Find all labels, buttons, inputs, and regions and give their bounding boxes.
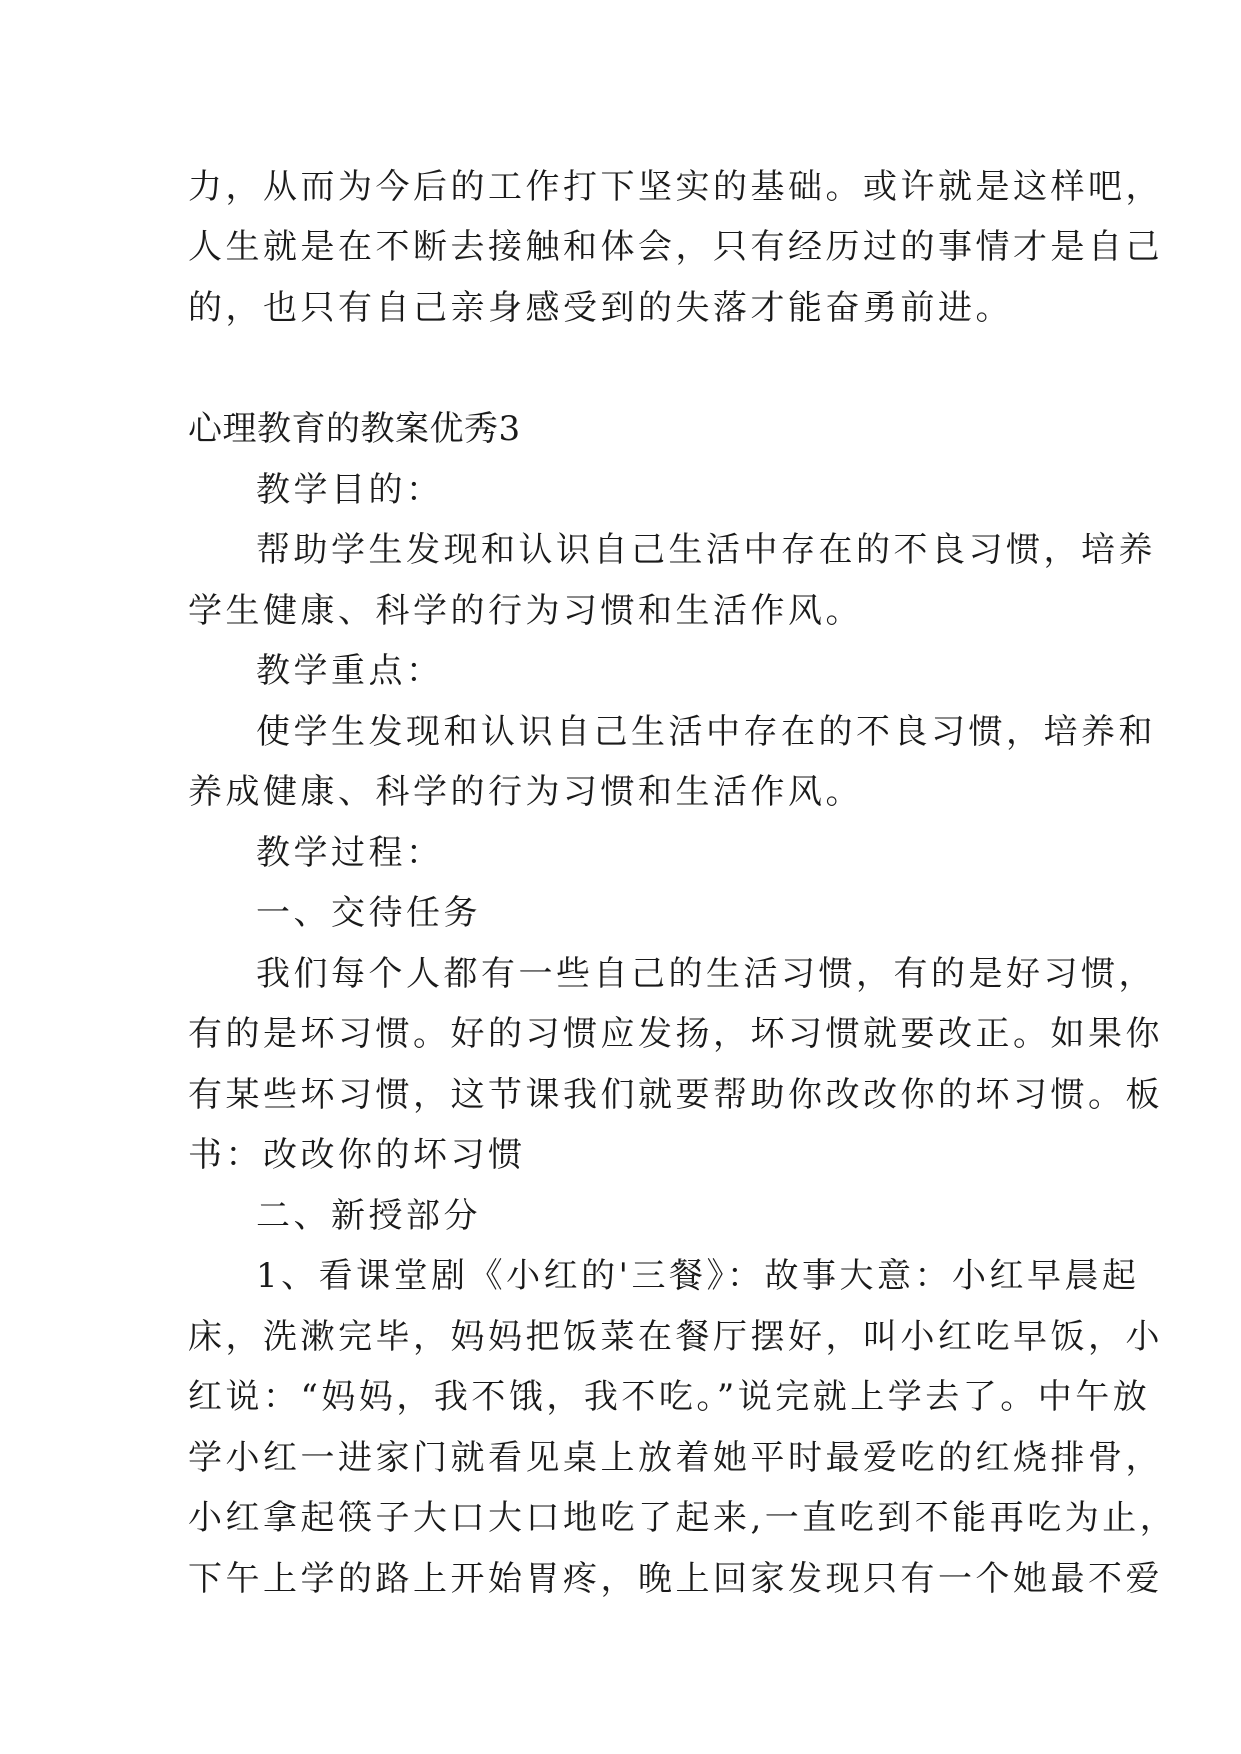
subheading: 二、新授部分 [256,1196,481,1236]
paragraph-line: 有的是坏习惯。好的习惯应发扬，坏习惯就要改正。如果你 [188,1014,1163,1054]
paragraph-line: 1、看课堂剧《小红的'三餐》：故事大意：小红早晨起 [256,1256,1140,1296]
paragraph-line: 养成健康、科学的行为习惯和生活作风。 [188,772,863,812]
paragraph-line: 学小红一进家门就看见桌上放着她平时最爱吃的红烧排骨， [188,1438,1163,1478]
paragraph-line: 有某些坏习惯，这节课我们就要帮助你改改你的坏习惯。板 [188,1075,1163,1115]
paragraph-line: 床，洗漱完毕，妈妈把饭菜在餐厅摆好，叫小红吃早饭，小 [188,1317,1163,1357]
paragraph-line: 学生健康、科学的行为习惯和生活作风。 [188,591,863,631]
paragraph-line: 小红拿起筷子大口大口地吃了起来,一直吃到不能再吃为止， [188,1498,1178,1538]
paragraph-line: 的，也只有自己亲身感受到的失落才能奋勇前进。 [188,288,1013,328]
paragraph-line: 使学生发现和认识自己生活中存在的不良习惯，培养和 [256,712,1156,752]
paragraph-line: 人生就是在不断去接触和体会，只有经历过的事情才是自己 [188,227,1163,267]
subheading: 教学过程： [256,833,444,873]
paragraph-line: 书：改改你的坏习惯 [188,1135,526,1175]
section-heading: 心理教育的教案优秀3 [188,409,521,449]
subheading: 教学目的： [256,470,444,510]
paragraph-line: 我们每个人都有一些自己的生活习惯，有的是好习惯， [256,954,1156,994]
subheading: 教学重点： [256,651,444,691]
paragraph-line: 力，从而为今后的工作打下坚实的基础。或许就是这样吧， [188,167,1163,207]
paragraph-line: 红说：“妈妈，我不饿，我不吃。”说完就上学去了。中午放 [188,1377,1151,1417]
paragraph-line: 下午上学的路上开始胃疼，晚上回家发现只有一个她最不爱 [188,1559,1163,1599]
paragraph-line: 帮助学生发现和认识自己生活中存在的不良习惯，培养 [256,530,1156,570]
subheading: 一、交待任务 [256,893,481,933]
